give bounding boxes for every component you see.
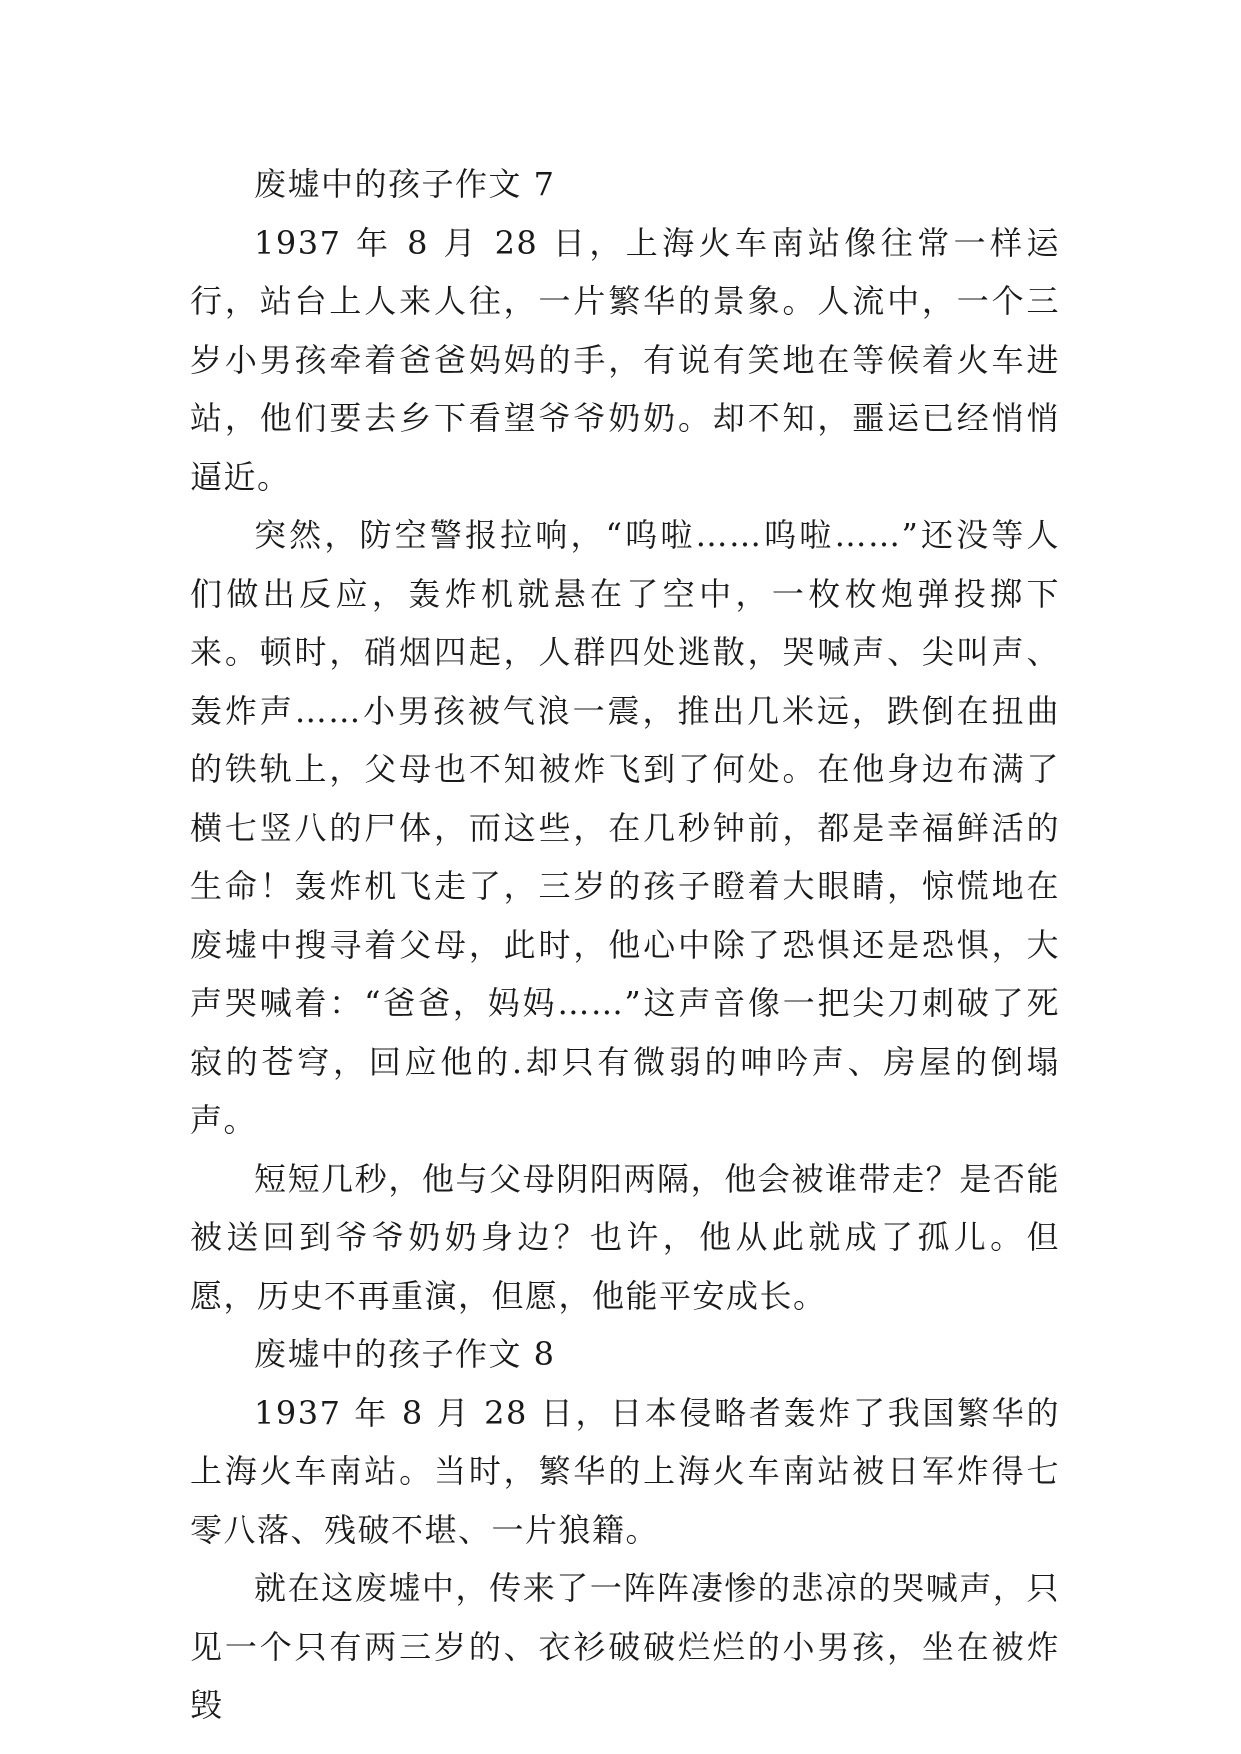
paragraph: 突然，防空警报拉响，“呜啦……呜啦……”还没等人们做出反应，轰炸机就悬在了空中，一枚枚炮弹投掷下来。顿时，硝烟四起，人群四处逃散，哭喊声、尖叫声、轰炸声……小男孩被气浪一震，推出几米远，跌倒在扭曲的铁轨上，父母也不知被炸飞到了何处。在他身边布满了横七竖八的尸体，而这些，在几秒钟前，都是幸福鲜活的生命！轰炸机飞走了，三岁的孩子瞪着大眼睛，惊慌地在废墟中搜寻着父母，此时，他心中除了恐惧还是恐惧，大声哭喊着：“爸爸，妈妈……”这声音像一把尖刀刺破了死寂的苍穹，回应他的.却只有微弱的呻吟声、房屋的倒塌声。 bbox=[190, 516, 1060, 1139]
paragraph: 就在这废墟中，传来了一阵阵凄惨的悲凉的哭喊声，只见一个只有两三岁的、衣衫破破烂烂的小男孩，坐在被炸毁 bbox=[190, 1569, 1060, 1724]
section-heading: 废墟中的孩子作文 8 bbox=[254, 1335, 556, 1373]
document-page bbox=[190, 155, 1060, 1735]
essay-section-8 bbox=[190, 1325, 1060, 1735]
paragraph: 1937 年 8 月 28 日，上海火车南站像往常一样运行，站台上人来人往，一片繁华的景象。人流中，一个三岁小男孩牵着爸爸妈妈的手，有说有笑地在等候着火车进站，他们要去乡下看望爷爷奶奶。却不知，噩运已经悄悄逼近。 bbox=[190, 223, 1060, 496]
essay-section-7 bbox=[190, 155, 1060, 1325]
section-heading: 废墟中的孩子作文 7 bbox=[254, 165, 556, 203]
paragraph: 短短几秒，他与父母阴阳两隔，他会被谁带走？是否能被送回到爷爷奶奶身边？也许，他从此就成了孤儿。但愿，历史不再重演，但愿，他能平安成长。 bbox=[190, 1159, 1060, 1315]
paragraph: 1937 年 8 月 28 日，日本侵略者轰炸了我国繁华的上海火车南站。当时，繁华的上海火车南站被日军炸得七零八落、残破不堪、一片狼籍。 bbox=[190, 1393, 1060, 1549]
